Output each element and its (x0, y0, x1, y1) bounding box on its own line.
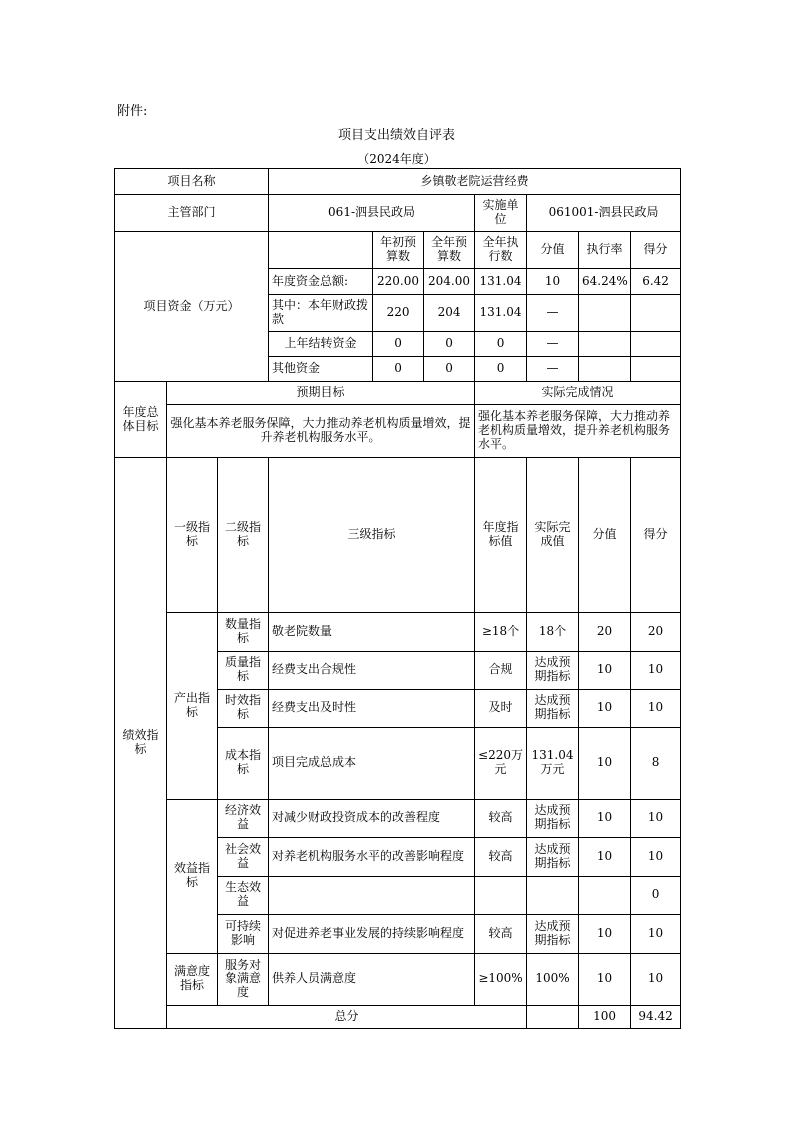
level3-indicator: 对促进养老事业发展的持续影响程度 (269, 914, 475, 953)
level2-indicator: 可持续影响 (218, 914, 269, 953)
impl-value: 061001-泗县民政局 (527, 195, 681, 232)
year-label: （2024年度） (357, 152, 436, 166)
dept-label: 主管部门 (115, 195, 269, 232)
project-name-value: 乡镇敬老院运营经费 (269, 169, 681, 195)
score: 10 (631, 953, 681, 1005)
score: 10 (631, 689, 681, 727)
funds-header: 得分 (631, 232, 681, 269)
score-value: 10 (579, 799, 631, 837)
target-value: 较高 (475, 799, 527, 837)
funds-cell: — (527, 357, 579, 382)
score-value: 10 (579, 727, 631, 799)
funds-cell (579, 332, 631, 357)
funds-header: 执行率 (579, 232, 631, 269)
score-value: 10 (579, 689, 631, 727)
level3-indicator: 项目完成总成本 (269, 727, 475, 799)
funds-header: 全年执行数 (475, 232, 527, 269)
funds-cell: 131.04 (475, 295, 527, 332)
level3-indicator: 经费支出及时性 (269, 689, 475, 727)
funds-cell: 204.00 (424, 269, 475, 295)
funds-cell: 0 (373, 357, 424, 382)
funds-cell: 220.00 (373, 269, 424, 295)
funds-cell (579, 357, 631, 382)
score-value: 20 (579, 612, 631, 651)
expected-header: 预期目标 (167, 382, 475, 405)
funds-cell: 64.24% (579, 269, 631, 295)
page-title: 项目支出绩效自评表 (337, 128, 455, 143)
indicator-header: 得分 (631, 458, 681, 613)
score: 0 (631, 876, 681, 914)
actual-goal-text: 强化基本养老服务保障，大力推动养老机构质量增效，提升养老机构服务水平。 (475, 405, 681, 458)
funds-row-label: 其中：本年财政拨款 (269, 295, 373, 332)
funds-cell: 0 (475, 332, 527, 357)
funds-cell: 0 (373, 332, 424, 357)
score-value: 10 (579, 953, 631, 1005)
score: 10 (631, 837, 681, 876)
level3-indicator: 对减少财政投资成本的改善程度 (269, 799, 475, 837)
performance-table (114, 168, 681, 1029)
funds-cell (631, 357, 681, 382)
level3-indicator (269, 876, 475, 914)
funds-cell (579, 295, 631, 332)
actual-value: 131.04万元 (527, 727, 579, 799)
funds-header: 年初预算数 (373, 232, 424, 269)
funds-cell (631, 332, 681, 357)
score-value: 10 (579, 651, 631, 689)
level1-indicator: 满意度指标 (167, 953, 218, 1005)
actual-value: 达成预期指标 (527, 837, 579, 876)
level2-indicator: 时效指标 (218, 689, 269, 727)
target-value: ≤220万元 (475, 727, 527, 799)
funds-cell: — (527, 295, 579, 332)
level3-indicator: 经费支出合规性 (269, 651, 475, 689)
score-value: 10 (579, 837, 631, 876)
impl-label: 实施单位 (475, 195, 527, 232)
attachment-label: 附件: (117, 104, 148, 119)
total-label: 总分 (167, 1005, 527, 1028)
funds-header-blank (269, 232, 373, 269)
score: 20 (631, 612, 681, 651)
actual-value: 18个 (527, 612, 579, 651)
actual-value: 达成预期指标 (527, 651, 579, 689)
actual-value: 达成预期指标 (527, 914, 579, 953)
level2-indicator: 经济效益 (218, 799, 269, 837)
level2-indicator: 成本指标 (218, 727, 269, 799)
funds-row-label: 其他资金 (269, 357, 373, 382)
target-value: 合规 (475, 651, 527, 689)
target-value: ≥100% (475, 953, 527, 1005)
actual-header: 实际完成情况 (475, 382, 681, 405)
indicator-header: 分值 (579, 458, 631, 613)
funds-cell: 6.42 (631, 269, 681, 295)
funds-label: 项目资金（万元） (115, 232, 269, 382)
funds-row-label: 上年结转资金 (269, 332, 373, 357)
dept-value: 061-泗县民政局 (269, 195, 475, 232)
level2-indicator: 社会效益 (218, 837, 269, 876)
funds-cell: 0 (475, 357, 527, 382)
funds-cell: 131.04 (475, 269, 527, 295)
target-value: 及时 (475, 689, 527, 727)
level3-indicator: 敬老院数量 (269, 612, 475, 651)
actual-value: 达成预期指标 (527, 689, 579, 727)
score: 10 (631, 914, 681, 953)
score: 8 (631, 727, 681, 799)
level2-indicator: 数量指标 (218, 612, 269, 651)
score: 10 (631, 799, 681, 837)
project-name-label: 项目名称 (115, 169, 269, 195)
level2-indicator: 生态效益 (218, 876, 269, 914)
funds-cell: — (527, 332, 579, 357)
indicator-header: 实际完成值 (527, 458, 579, 613)
actual-value: 100% (527, 953, 579, 1005)
level3-indicator: 对养老机构服务水平的改善影响程度 (269, 837, 475, 876)
indicator-header: 年度指标值 (475, 458, 527, 613)
score-value: 10 (579, 914, 631, 953)
total-score-value: 100 (579, 1005, 631, 1028)
level2-indicator: 服务对象满意度 (218, 953, 269, 1005)
level3-indicator: 供养人员满意度 (269, 953, 475, 1005)
indicator-header: 一级指标 (167, 458, 218, 613)
indicator-header: 三级指标 (269, 458, 475, 613)
target-value: 较高 (475, 837, 527, 876)
actual-value: 达成预期指标 (527, 799, 579, 837)
funds-row-label: 年度资金总额: (269, 269, 373, 295)
target-value: 较高 (475, 914, 527, 953)
score: 10 (631, 651, 681, 689)
funds-cell: 0 (424, 332, 475, 357)
indicator-header: 二级指标 (218, 458, 269, 613)
total-blank (527, 1005, 579, 1028)
expected-goal-text: 强化基本养老服务保障，大力推动养老机构质量增效，提升养老机构服务水平。 (167, 405, 475, 458)
score-value (579, 876, 631, 914)
funds-cell (631, 295, 681, 332)
level1-indicator: 产出指标 (167, 612, 218, 799)
target-value: ≥18个 (475, 612, 527, 651)
actual-value (527, 876, 579, 914)
goals-label: 年度总体目标 (115, 382, 167, 458)
level1-indicator: 效益指标 (167, 799, 218, 953)
funds-header: 分值 (527, 232, 579, 269)
total-score: 94.42 (631, 1005, 681, 1028)
level2-indicator: 质量指标 (218, 651, 269, 689)
funds-cell: 220 (373, 295, 424, 332)
funds-header: 全年预算数 (424, 232, 475, 269)
target-value (475, 876, 527, 914)
funds-cell: 0 (424, 357, 475, 382)
funds-cell: 10 (527, 269, 579, 295)
funds-cell: 204 (424, 295, 475, 332)
indicators-label: 绩效指标 (115, 458, 167, 1029)
